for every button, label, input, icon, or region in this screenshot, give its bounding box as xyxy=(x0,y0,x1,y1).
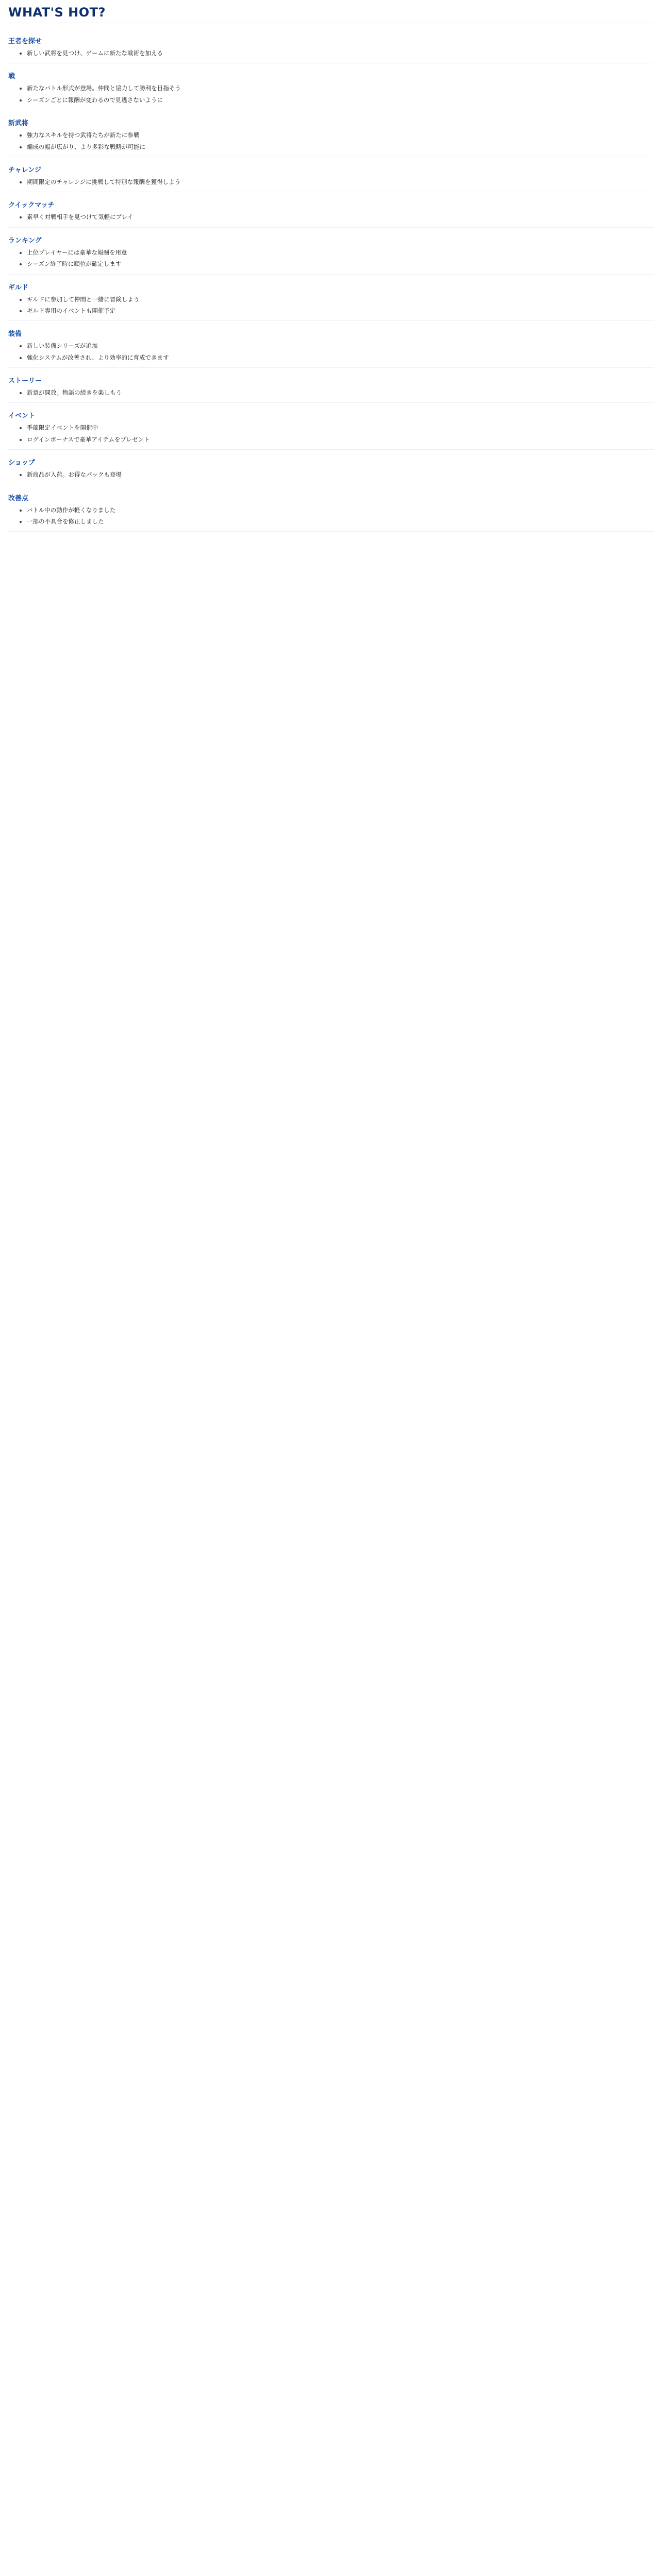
bullet-list xyxy=(8,83,654,105)
list-item xyxy=(27,177,654,187)
bullet-list xyxy=(8,248,654,269)
list-item-text: 一部の不具合を修正しました xyxy=(27,518,104,526)
bullet-list xyxy=(8,212,654,222)
section-heading: クイックマッチ xyxy=(8,201,55,210)
bullet-list xyxy=(8,341,654,362)
list-item-text: シーズン終了時に順位が確定します xyxy=(27,260,122,268)
bullet-list xyxy=(8,48,654,58)
section-heading: 装備 xyxy=(8,330,22,338)
list-item-text: シーズンごとに報酬が変わるので見逃さないように xyxy=(27,96,163,104)
list-item xyxy=(27,353,654,362)
list-item xyxy=(27,388,654,397)
list-item-text: 期間限定のチャレンジに挑戦して特別な報酬を獲得しよう xyxy=(27,178,181,185)
section xyxy=(8,157,654,192)
section xyxy=(8,28,654,63)
section-heading: ストーリー xyxy=(8,377,42,385)
page-title: WHAT'S HOT? xyxy=(8,5,654,23)
list-item-text: バトル中の動作が軽くなりました xyxy=(27,506,116,514)
bullet-list xyxy=(8,505,654,527)
bullet-list xyxy=(8,177,654,187)
list-item-text: 素早く対戦相手を見つけて気軽にプレイ xyxy=(27,213,133,221)
list-item xyxy=(27,517,654,526)
section xyxy=(8,450,654,485)
section xyxy=(8,321,654,368)
list-item xyxy=(27,435,654,444)
list-item xyxy=(27,130,654,140)
list-item xyxy=(27,95,654,105)
list-item-text: 新しい武将を見つけ、ゲームに新たな戦術を加える xyxy=(27,49,163,57)
section xyxy=(8,192,654,227)
list-item xyxy=(27,142,654,151)
list-item-text: 新しい装備シリーズが追加 xyxy=(27,342,98,350)
section xyxy=(8,275,654,321)
list-item-text: 強化システムが改善され、より効率的に育成できます xyxy=(27,353,169,361)
section-heading: チャレンジ xyxy=(8,166,41,174)
list-item-text: 新商品が入荷。お得なパックも登場 xyxy=(27,471,122,479)
section-heading: 王者を探せ xyxy=(8,38,42,45)
section-heading: イベント xyxy=(8,412,36,420)
list-item xyxy=(27,212,654,222)
bullet-list xyxy=(8,388,654,397)
list-item xyxy=(27,423,654,432)
list-item xyxy=(27,48,654,58)
bullet-list xyxy=(8,423,654,444)
section-heading: ショップ xyxy=(8,459,35,467)
list-item-text: 新章が開放。物語の続きを楽しもう xyxy=(27,389,122,397)
list-item xyxy=(27,248,654,257)
section-heading: 新武将 xyxy=(8,120,29,128)
section xyxy=(8,63,654,110)
list-item-text: ギルド専用のイベントも開催予定 xyxy=(27,307,116,314)
section xyxy=(8,403,654,450)
list-item xyxy=(27,295,654,304)
section-heading: 戦 xyxy=(8,73,15,81)
list-item-text: ログインボーナスで豪華アイテムをプレゼント xyxy=(27,435,150,443)
list-item-text: 季節限定イベントを開催中 xyxy=(27,424,98,432)
page xyxy=(0,0,662,544)
list-item xyxy=(27,470,654,479)
section xyxy=(8,110,654,157)
list-item xyxy=(27,505,654,515)
bullet-list xyxy=(8,130,654,151)
list-item xyxy=(27,306,654,315)
list-item-text: 編成の幅が広がり、より多彩な戦略が可能に xyxy=(27,143,145,150)
list-item xyxy=(27,83,654,93)
list-item xyxy=(27,259,654,268)
list-item-text: ギルドに参加して仲間と一緒に冒険しよう xyxy=(27,295,140,303)
list-item-text: 上位プレイヤーには豪華な報酬を用意 xyxy=(27,248,127,256)
section-heading: 改善点 xyxy=(8,494,29,502)
list-item xyxy=(27,341,654,350)
list-item-text: 新たなバトル形式が登場。仲間と協力して勝利を目指そう xyxy=(27,84,181,92)
section xyxy=(8,485,654,532)
section-heading: ギルド xyxy=(8,283,28,292)
section xyxy=(8,228,654,275)
bullet-list xyxy=(8,470,654,479)
sections-container xyxy=(8,28,654,532)
section-heading: ランキング xyxy=(8,236,42,245)
list-item-text: 強力なスキルを持つ武将たちが新たに参戦 xyxy=(27,131,140,139)
section xyxy=(8,368,654,403)
bullet-list xyxy=(8,295,654,316)
